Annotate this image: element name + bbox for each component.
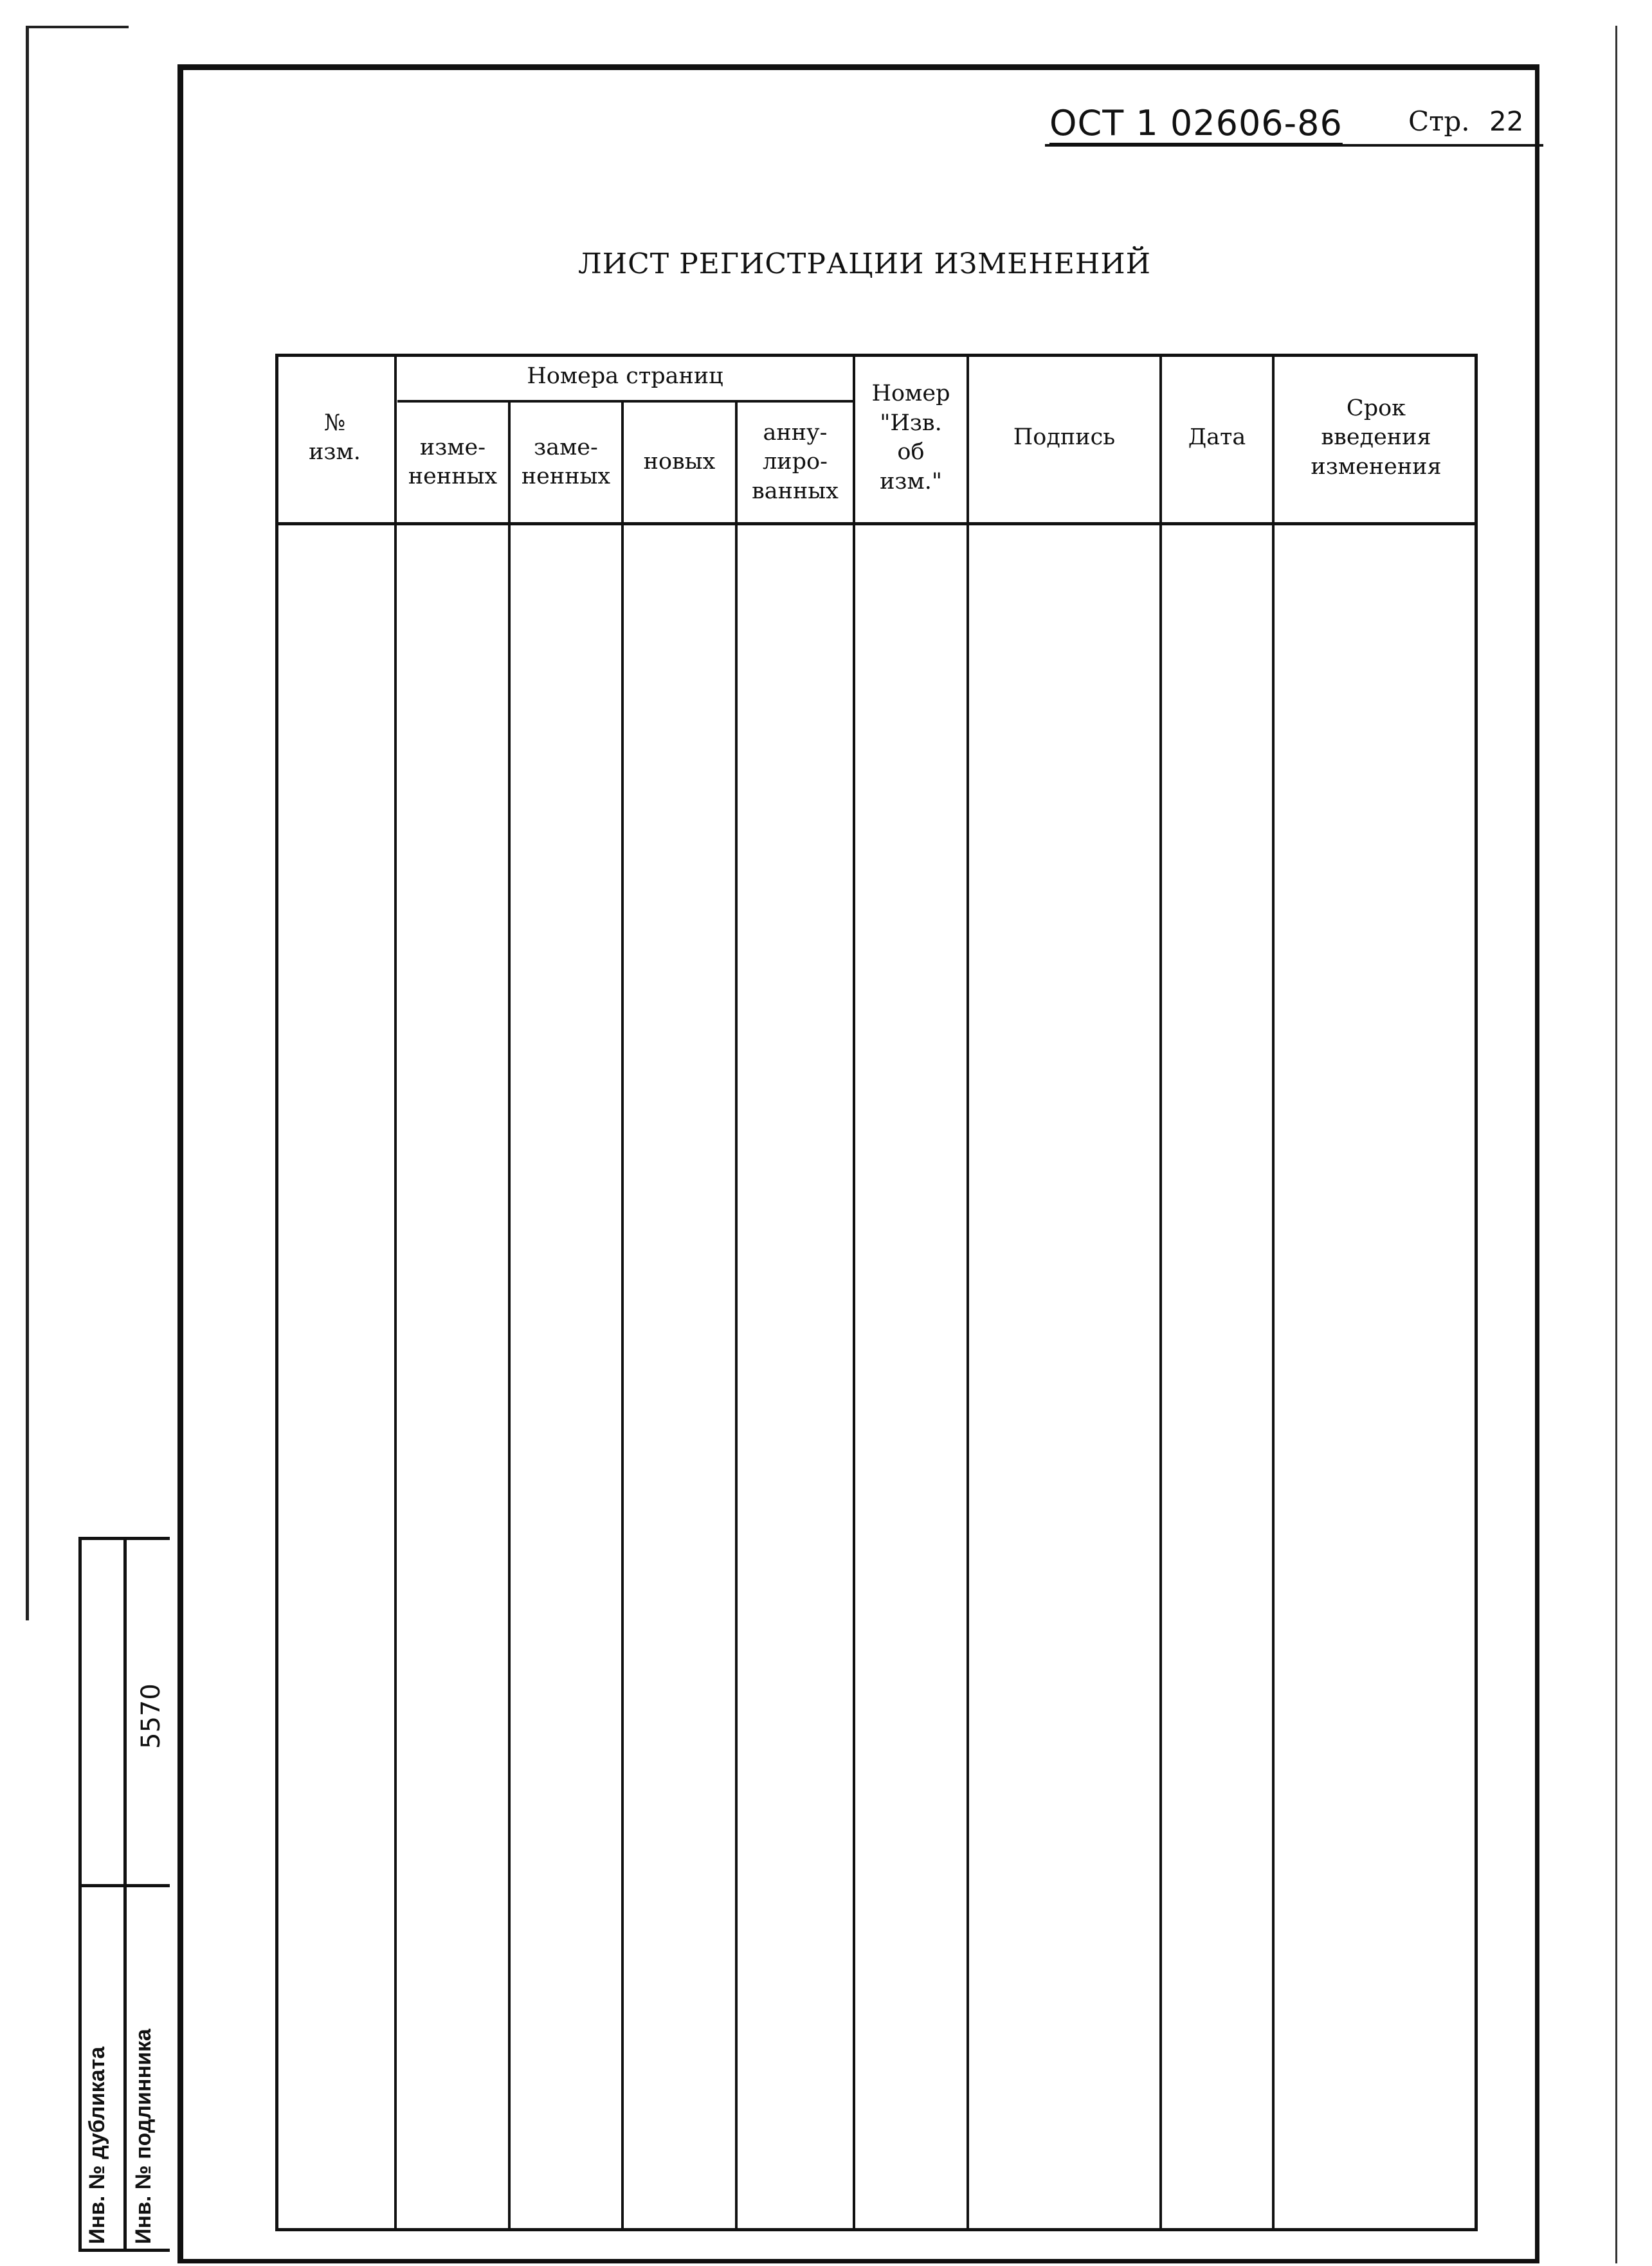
column-line [394, 354, 397, 2231]
header-rule [1045, 144, 1543, 147]
header-new: новых [643, 449, 716, 475]
header-replaced: заме- ненных [521, 434, 611, 489]
duplicate-inventory-label: Инв. № дубликата [85, 2046, 109, 2244]
table-border [275, 354, 1478, 2231]
stamp-divider [78, 1884, 170, 1887]
original-inventory-number: 5570 [136, 1683, 166, 1749]
document-code: ОСТ 1 02606-86 [1049, 103, 1343, 143]
original-inventory-label: Инв. № подлинника [131, 2029, 156, 2244]
header-date: Дата [1188, 424, 1246, 451]
page-label: Стр. [1408, 105, 1470, 137]
header-page-numbers: Номера страниц [527, 363, 723, 390]
column-line [508, 400, 511, 2231]
column-line [1272, 354, 1275, 2231]
sheet-title: ЛИСТ РЕГИСТРАЦИИ ИЗМЕНЕНИЙ [578, 248, 1151, 280]
page-edge [26, 26, 129, 28]
header-signature: Подпись [1013, 424, 1116, 451]
column-line [1159, 354, 1162, 2231]
column-line [853, 354, 855, 2231]
page-edge [1615, 26, 1617, 2263]
header-change-no: № изм. [309, 410, 361, 465]
stamp-divider [123, 1537, 127, 2252]
header-deadline: Срок введения изменения [1311, 395, 1442, 480]
header-changed: изме- ненных [408, 434, 498, 489]
header-divider [275, 522, 1478, 525]
change-registration-table [275, 354, 1478, 2231]
header-annulled: анну- лиро- ванных [752, 419, 839, 504]
header-notice-no: Номер "Изв. об изм." [871, 381, 950, 494]
column-line [735, 400, 738, 2231]
column-line [621, 400, 624, 2231]
column-line [967, 354, 969, 2231]
page-number: 22 [1489, 105, 1524, 137]
